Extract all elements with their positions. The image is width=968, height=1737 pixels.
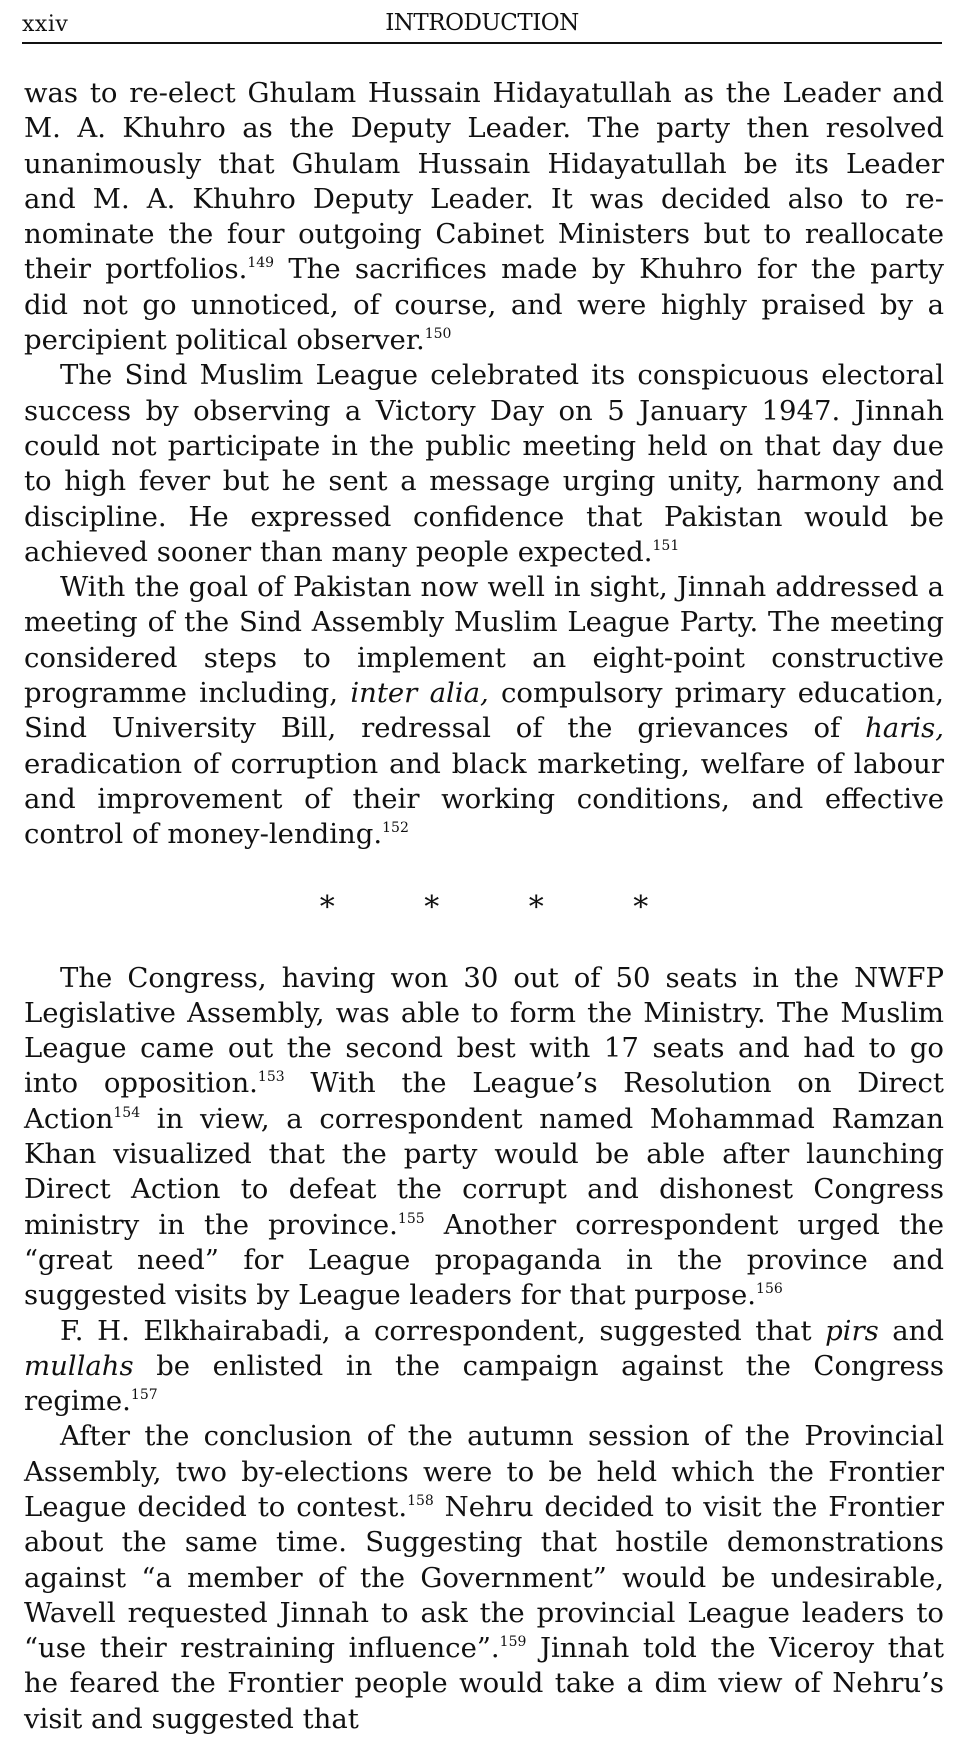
footnote-ref: 156 <box>756 1281 783 1298</box>
running-title: INTRODUCTION <box>385 10 579 36</box>
italic-term: inter alia, <box>350 677 489 710</box>
paragraph: After the conclusion of the autumn session of the Provincial Assembly, two by-elections were to be held which the Frontier League decided to contest.$^{158}$ Nehru decided to visit the Frontier about the same time. Suggesting that hostile demonstrations against “a member of the Government” would be undesirable, Wavell requested Jinnah to ask the provincial League leaders to “use their restraining influence”.$^{159}$ Jinnah told the Viceroy that he feared the Frontier people would take a dim view of Nehru’s visit and suggested that <box>24 1420 944 1735</box>
running-head <box>22 4 942 44</box>
footnote-ref: 149 <box>247 255 275 272</box>
body-text <box>24 76 944 1737</box>
footnote-ref: 154 <box>113 1104 141 1121</box>
paragraph: was to re-elect Ghulam Hussain Hidayatullah as the Leader and M. A. Khuhro as the Deputy Leader. The party then resolved unanimously that Ghulam Hussain Hidayatullah be its Leader and M. A. Khuhro Deputy Leader. It was decided also to re-nominate the four outgoing Cabinet Ministers but to reallocate their portfolios.$^{149}$ The sacrifices made by Khuhro for the party did not go unnoticed, of course, and were highly praised by a percipient political observer.$^{150}$ <box>24 77 945 357</box>
paragraph: With the goal of Pakistan now well in sight, Jinnah addressed a meeting of the Sind Assembly Muslim League Party. The meeting considered steps to implement an eight-point constructive programme including, inter alia, compulsory primary education, Sind University Bill, redressal of the grievances of haris, eradication of corruption and black marketing, welfare of labour and improvement of their working conditions, and effective control of money-lending.$^{152}$ <box>24 571 945 851</box>
footnote-ref: 150 <box>424 326 452 343</box>
footnote-ref: 151 <box>652 537 680 554</box>
footnote-ref: 152 <box>382 820 409 837</box>
page-number: xxiv <box>22 12 69 37</box>
italic-term: haris, <box>865 712 944 745</box>
footnote-ref: 155 <box>397 1210 425 1227</box>
paragraph: F. H. Elkhairabadi, a correspondent, suggested that pirs and mullahs be enlisted in the campaign against the Congress regime.$^{157}$ <box>24 1314 944 1418</box>
footnote-ref: 159 <box>499 1634 527 1651</box>
footnote-ref: 153 <box>257 1069 285 1086</box>
paragraph: The Congress, having won 30 out of 50 seats in the NWFP Legislative Assembly, was able to form the Ministry. The Muslim League came out the second best with 17 seats and had to go into opposition.$^{153}$ With the League’s Resolution on Direct Action$^{154}$ in view, a correspondent named Mohammad Ramzan Khan visualized that the party would be able after launching Direct Action to defeat the corrupt and dishonest Congress ministry in the province.$^{155}$ Another correspondent urged the “great need” for League propaganda in the province and suggested visits by League leaders for that purpose.$^{156}$ <box>24 961 944 1312</box>
section-break: * * * * <box>319 889 689 925</box>
italic-term: mullahs <box>24 1349 134 1382</box>
paragraph: The Sind Muslim League celebrated its conspicuous electoral success by observing a Victory Day on 5 January 1947. Jinnah could not participate in the public meeting held on that day due to high fever but he sent a message urging unity, harmony and discipline. He expressed confidence that Pakistan would be achieved sooner than many people expected.$^{151}$ <box>24 359 944 568</box>
italic-term: pirs <box>825 1314 879 1347</box>
footnote-ref: 157 <box>130 1387 158 1404</box>
footnote-ref: 158 <box>407 1492 434 1509</box>
